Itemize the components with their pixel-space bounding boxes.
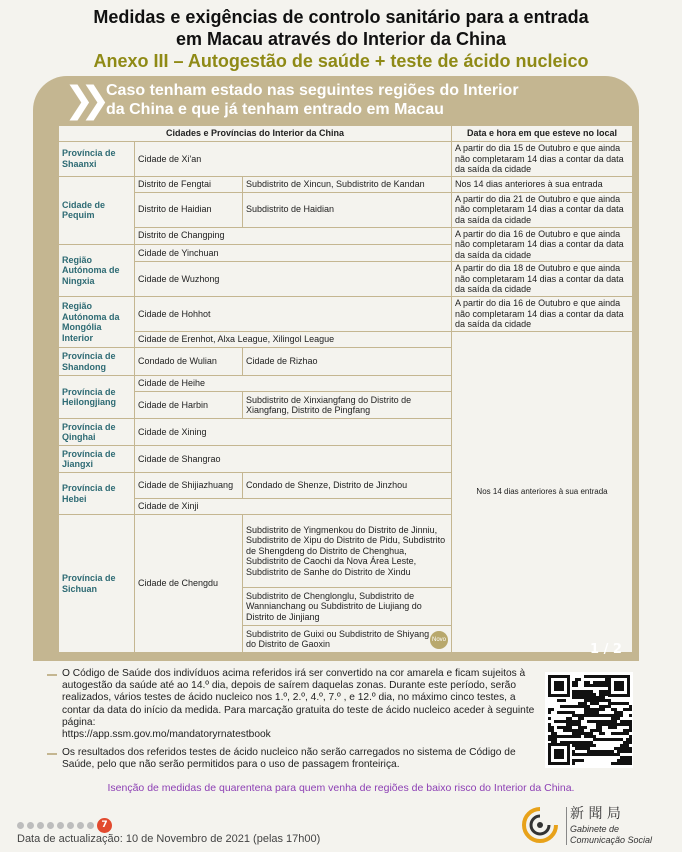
header-regions: Cidades e Províncias do Interior da China [59, 126, 452, 142]
city-rizhao: Cidade de Rizhao [243, 348, 452, 376]
novo-badge: Novo [430, 631, 448, 649]
pager-dot-active[interactable]: 7 [97, 818, 112, 833]
pager-dot[interactable] [47, 822, 54, 829]
subdistrict-haidian: Subdistrito de Haidian [243, 192, 452, 227]
gcs-logo-icon [520, 805, 560, 845]
date-xian: A partir do dia 15 de Outubro e que ainda não completaram 14 dias a contar da data da saída da cidade [452, 142, 633, 177]
qr-code-icon[interactable] [545, 672, 633, 768]
province-shandong: Província de Shandong [59, 348, 135, 376]
banner-line-2: da China e que já tenham entrado em Macau [106, 101, 444, 118]
pager-dot[interactable] [57, 822, 64, 829]
subdistrict-harbin: Subdistrito de Xinxiangfang do Distrito de Xiangfang, Distrito de Pingfang [243, 392, 452, 419]
pager-dot[interactable] [37, 822, 44, 829]
subdistrict-chengdu-1: Subdistrito de Yingmenkou do Distrito de Jinniu, Subdistrito de Xipu do Distrito de Pidu, Subdistrito de Shengdeng do Distrito de Chenghua, Subdistrito de Caochi da Nova Área Leste, Subdistrito de Sanhe do Distrito de Xindu [243, 515, 452, 588]
county-wulian: Condado de Wulian [135, 348, 243, 376]
gcs-name-line-1: Gabinete de [570, 824, 620, 834]
subdistrict-chengdu-2: Subdistrito de Chenglonglu, Subdistrito de Wannianchang ou Subdistrito de Liujiang do Distrito de Jinjiang [243, 588, 452, 626]
banner-line-1: Caso tenham estado nas seguintes regiões do Interior [106, 82, 519, 99]
province-ningxia: Região Autónoma de Ningxia [59, 244, 135, 297]
province-pequim: Cidade de Pequim [59, 176, 135, 244]
banner-text [106, 81, 519, 119]
province-sichuan: Província de Sichuan [59, 515, 135, 653]
province-heilongjiang: Província de Heilongjiang [59, 376, 135, 419]
district-changping: Distrito de Changping [135, 227, 452, 244]
update-date: Data de actualização: 10 de Novembro de 2021 (pelas 17h00) [17, 833, 321, 845]
city-erenhot: Cidade de Erenhot, Alxa League, Xilingol League [135, 332, 452, 348]
banner [34, 80, 634, 120]
regions-table [58, 125, 633, 653]
province-shaanxi: Província de Shaanxi [59, 142, 135, 177]
gcs-name-line-2: Comunicação Social [570, 835, 653, 845]
city-heihe: Cidade de Heihe [135, 376, 452, 392]
exemption-note: Isenção de medidas de quarentena para quem venha de regiões de baixo risco do Interior da China. [107, 782, 575, 794]
gcs-logo-block [520, 803, 680, 849]
logo-divider [566, 807, 567, 845]
pager-dot[interactable] [77, 822, 84, 829]
date-wuzhong: A partir do dia 18 de Outubro e que ainda não completaram 14 dias a contar da data da saída da cidade [452, 262, 633, 297]
page-indicator: 1 / 2 [590, 642, 622, 657]
header [0, 6, 682, 72]
pager-dot[interactable] [67, 822, 74, 829]
notes [45, 668, 535, 778]
city-shijiazhuang: Cidade de Shijiazhuang [135, 473, 243, 499]
province-hebei: Província de Hebei [59, 473, 135, 515]
date-fengtai: Nos 14 dias anteriores à sua entrada [452, 176, 633, 192]
city-shangrao: Cidade de Shangrao [135, 446, 452, 473]
subdistrict-shijiazhuang: Condado de Shenze, Distrito de Jinzhou [243, 473, 452, 499]
note-2-text: Os resultados dos referidos testes de ácido nucleico não serão carregados no sistema de Código de Saúde, pelo que não serão permitidos para o uso de passagem fronteiriça. [62, 747, 516, 771]
province-mongolia: Região Autónoma da Mongólia Interior [59, 297, 135, 348]
city-wuzhong: Cidade de Wuzhong [135, 262, 452, 297]
date-hohhot: A partir do dia 16 de Outubro e que ainda não completaram 14 dias a contar da data da saída da cidade [452, 297, 633, 332]
gcs-name-zh: 新 聞 局 [570, 806, 621, 822]
subdistrict-chengdu-3-cell [243, 626, 452, 653]
subdistrict-fengtai: Subdistrito de Xincun, Subdistrito de Kandan [243, 176, 452, 192]
title-line-1: Medidas e exigências de controlo sanitário para a entrada [93, 7, 589, 27]
city-xian: Cidade de Xi'an [135, 142, 452, 177]
pager-dot[interactable] [27, 822, 34, 829]
date-haidian: A partir do dia 21 de Outubro e que ainda não completaram 14 dias a contar da data da saída da cidade [452, 192, 633, 227]
pager-dot[interactable] [17, 822, 24, 829]
city-yinchuan: Cidade de Yinchuan [135, 244, 452, 262]
city-chengdu: Cidade de Chengdu [135, 515, 243, 653]
pager [17, 815, 115, 830]
annex-title: Anexo III – Autogestão de saúde + teste de ácido nucleico [93, 51, 589, 71]
province-jiangxi: Província de Jiangxi [59, 446, 135, 473]
city-hohhot: Cidade de Hohhot [135, 297, 452, 332]
booking-link[interactable]: https://app.ssm.gov.mo/mandatoryrnatestbook [62, 729, 271, 741]
title-line-2: em Macau através do Interior da China [175, 29, 507, 49]
district-haidian: Distrito de Haidian [135, 192, 243, 227]
city-xining: Cidade de Xining [135, 419, 452, 446]
double-chevron-icon: ❯❯ [64, 80, 97, 121]
province-qinghai: Província de Qinghai [59, 419, 135, 446]
city-harbin: Cidade de Harbin [135, 392, 243, 419]
date-rest: Nos 14 dias anteriores à sua entrada [452, 332, 633, 653]
district-fengtai: Distrito de Fengtai [135, 176, 243, 192]
header-date: Data e hora em que esteve no local [452, 126, 633, 142]
note-2 [45, 747, 535, 771]
note-1-text: O Código de Saúde dos indivíduos acima referidos irá ser convertido na cor amarela e ficam sujeitos à autogestão da saúde até ao 14.º dia, depois de saírem daquelas zonas. Durante este período, serão realizados, vários testes de ácido nucleico nos 1.º, 2.º, 4.º, 7.º , e 12.º dia, no máximo cinco testes, a contar da data do início da medida. Para marcação gratuita do teste de ácido nucleico aceder à seguinte página: [62, 668, 535, 728]
date-changping: A partir do dia 16 de Outubro e que ainda não completaram 14 dias a contar da data da saída da cidade [452, 227, 633, 262]
pager-dot[interactable] [87, 822, 94, 829]
note-1 [45, 668, 535, 741]
city-xinji: Cidade de Xinji [135, 499, 452, 515]
subdistrict-chengdu-3: Subdistrito de Guixi ou Subdistrito de Shiyang do Distrito de Gaoxin [246, 628, 430, 649]
